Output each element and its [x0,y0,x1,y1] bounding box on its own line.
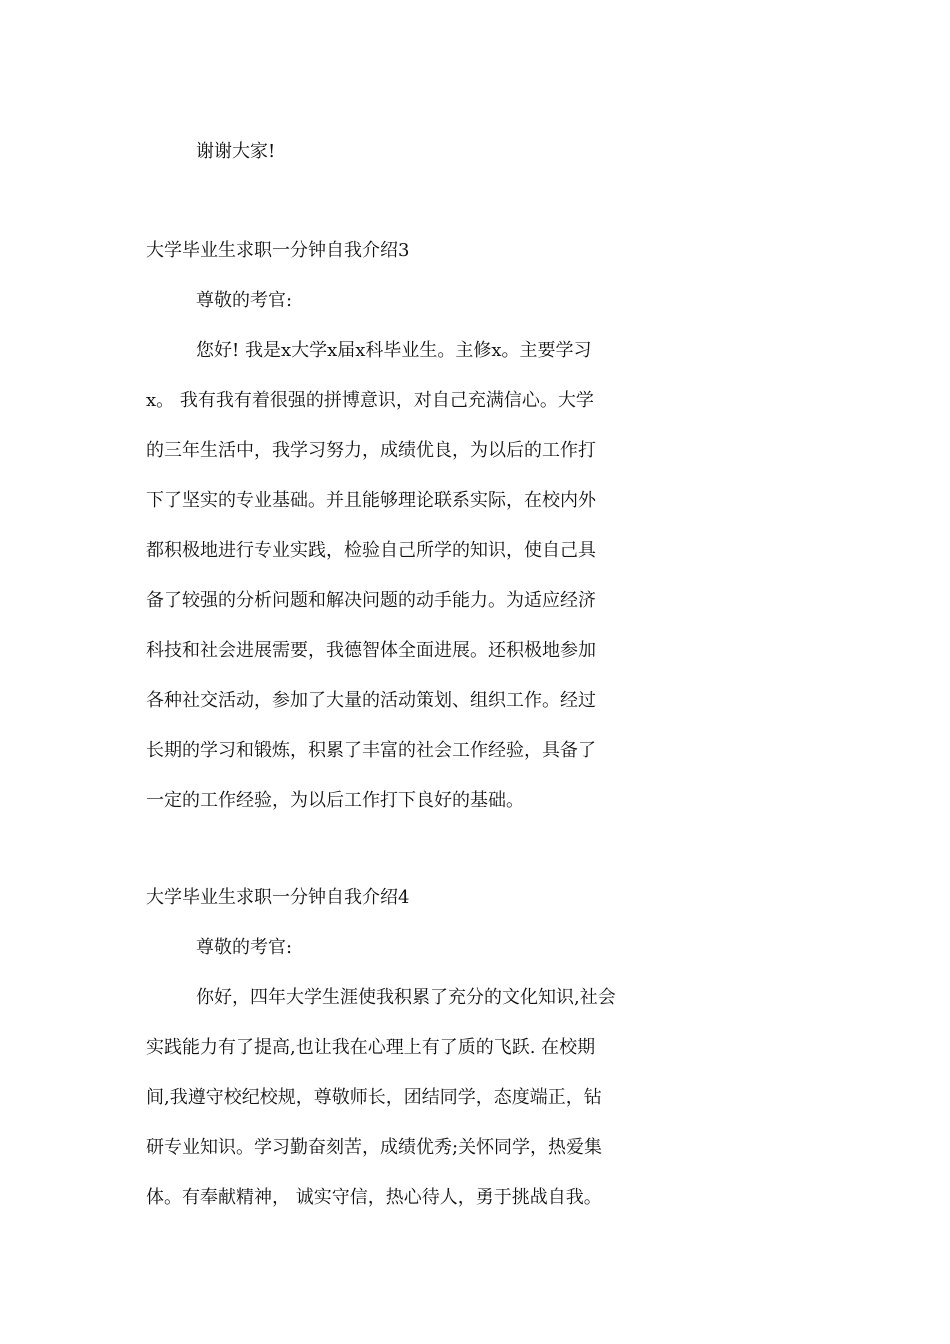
section-4-greeting: 尊敬的考官: [196,937,293,958]
section-4-paragraph-line: 研专业知识。学习勤奋刻苦，成绩优秀;关怀同学，热爱集 [146,1137,603,1158]
closing-line: 谢谢大家! [196,141,276,162]
section-4-title: 大学毕业生求职一分钟自我介绍4 [146,887,410,908]
section-3-paragraph-line: 科技和社会进展需要，我德智体全面进展。还积极地参加 [146,640,596,661]
section-4-paragraph-line: 实践能力有了提高,也让我在心理上有了质的飞跃. 在校期 [146,1037,596,1058]
section-3-title: 大学毕业生求职一分钟自我介绍3 [146,240,410,261]
section-3-greeting: 尊敬的考官: [196,290,293,311]
section-3-paragraph-line: 一定的工作经验，为以后工作打下良好的基础。 [146,790,524,811]
section-3-paragraph-line: 您好! 我是x大学x届x科毕业生。主修x。主要学习 [196,340,592,361]
section-3-paragraph-line: 备了较强的分析问题和解决问题的动手能力。为适应经济 [146,590,596,611]
section-4-paragraph-line: 体。有奉献精神， 诚实守信，热心待人，勇于挑战自我。 [146,1187,602,1208]
section-3-paragraph-line: x。 我有我有着很强的拼博意识，对自己充满信心。大学 [146,390,594,411]
section-3-paragraph-line: 的三年生活中，我学习努力，成绩优良，为以后的工作打 [146,440,596,461]
section-3-paragraph-line: 各种社交活动，参加了大量的活动策划、组织工作。经过 [146,690,596,711]
section-4-paragraph-line: 你好，四年大学生涯使我积累了充分的文化知识,社会 [196,987,616,1008]
section-3-paragraph-line: 长期的学习和锻炼，积累了丰富的社会工作经验，具备了 [146,740,596,761]
section-3-paragraph-line: 下了坚实的专业基础。并且能够理论联系实际，在校内外 [146,490,596,511]
section-4-paragraph-line: 间,我遵守校纪校规，尊敬师长，团结同学，态度端正，钻 [146,1087,602,1108]
section-3-paragraph-line: 都积极地进行专业实践，检验自己所学的知识，使自己具 [146,540,596,561]
